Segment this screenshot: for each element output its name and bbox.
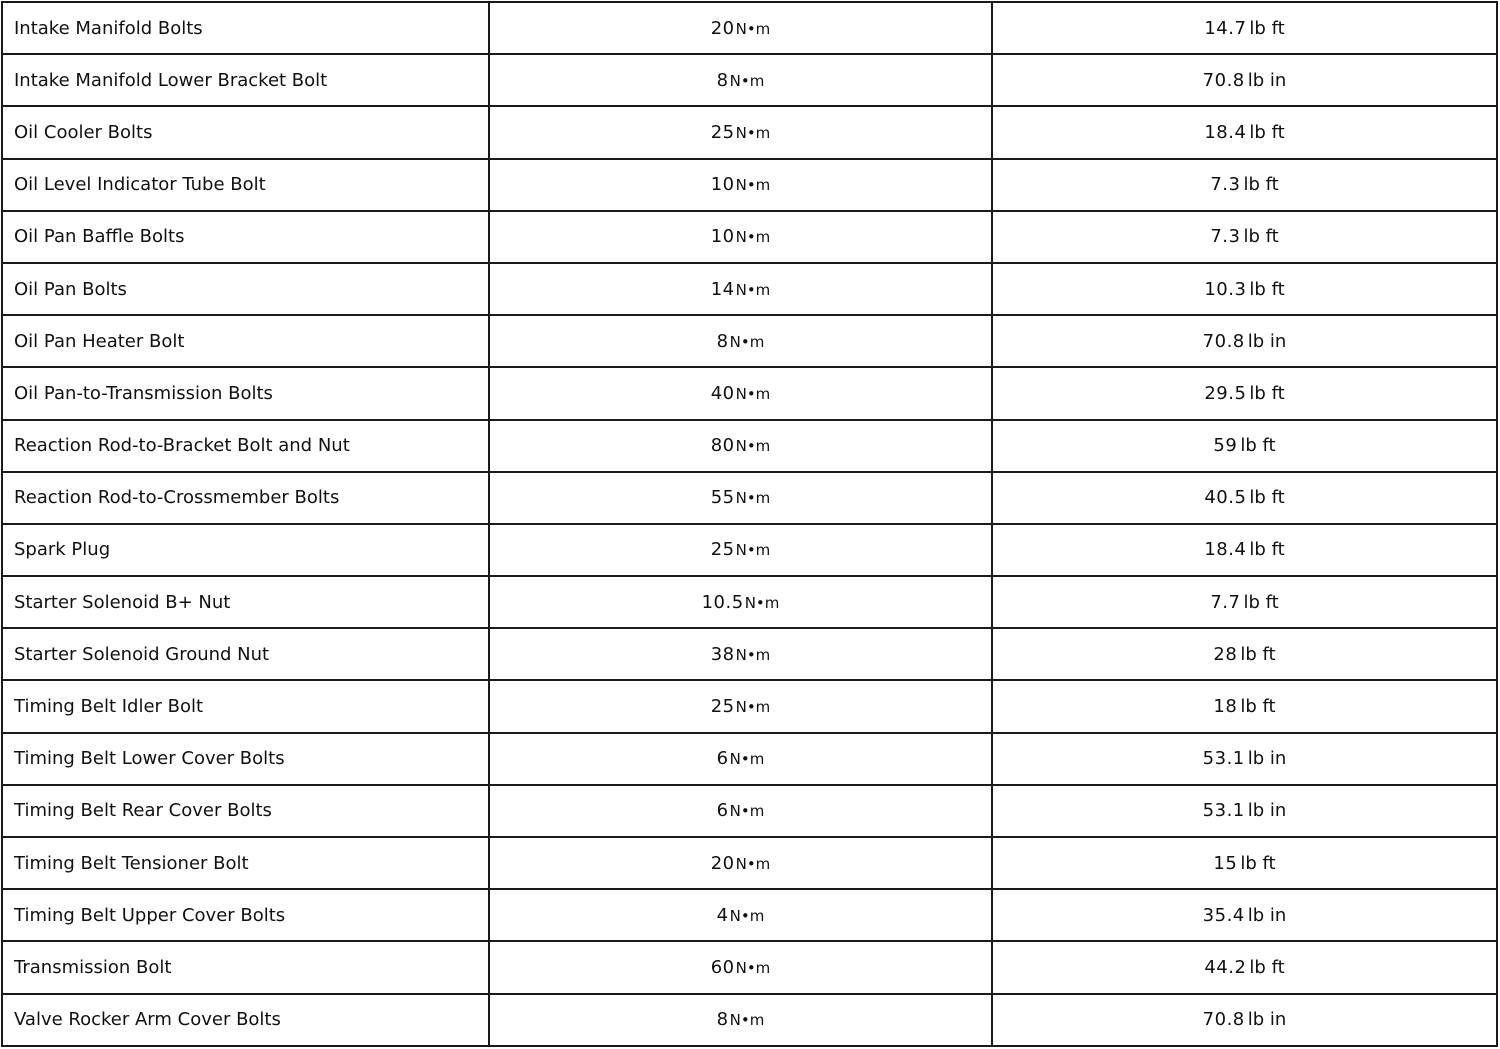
metric-torque-value: 60: [710, 956, 735, 978]
metric-torque-unit: N•m: [729, 332, 765, 351]
table-row: [2, 472, 1497, 524]
imperial-torque-unit: lb ft: [1243, 226, 1279, 248]
metric-torque-unit: N•m: [735, 19, 771, 38]
imperial-torque-cell: [992, 54, 1497, 106]
metric-torque-value: 80: [710, 435, 735, 457]
fastener-name-cell: Timing Belt Idler Bolt: [2, 680, 489, 732]
metric-torque-value: 20: [710, 852, 735, 874]
imperial-torque-value: 18.4: [1204, 121, 1247, 143]
imperial-torque-value: 7.7: [1210, 591, 1241, 613]
metric-torque-unit: N•m: [735, 437, 771, 456]
metric-torque-cell: [489, 2, 992, 54]
imperial-torque-cell: [992, 680, 1497, 732]
imperial-torque-unit: lb ft: [1249, 382, 1285, 404]
imperial-torque-value: 29.5: [1204, 382, 1247, 404]
imperial-torque-value: 44.2: [1204, 956, 1247, 978]
table-row: [2, 159, 1497, 211]
imperial-torque-value: 53.1: [1202, 748, 1245, 770]
imperial-torque-unit: lb ft: [1240, 852, 1276, 874]
imperial-torque-cell: [992, 159, 1497, 211]
imperial-torque-unit: lb ft: [1249, 278, 1285, 300]
imperial-torque-unit: lb in: [1247, 904, 1287, 926]
imperial-torque-unit: lb ft: [1243, 591, 1279, 613]
metric-torque-value: 25: [710, 539, 735, 561]
metric-torque-cell: [489, 524, 992, 576]
metric-torque-cell: [489, 941, 992, 993]
table-row: [2, 680, 1497, 732]
metric-torque-unit: N•m: [735, 228, 771, 247]
imperial-torque-value: 70.8: [1202, 330, 1245, 352]
fastener-name-cell: Oil Cooler Bolts: [2, 106, 489, 158]
metric-torque-unit: N•m: [735, 280, 771, 299]
fastener-name-cell: Transmission Bolt: [2, 941, 489, 993]
metric-torque-value: 8: [716, 1009, 729, 1031]
imperial-torque-value: 70.8: [1202, 1009, 1245, 1031]
imperial-torque-unit: lb in: [1247, 748, 1287, 770]
metric-torque-unit: N•m: [735, 176, 771, 195]
metric-torque-unit: N•m: [729, 802, 765, 821]
imperial-torque-value: 18: [1213, 696, 1238, 718]
metric-torque-value: 10: [710, 174, 735, 196]
metric-torque-cell: [489, 472, 992, 524]
metric-torque-cell: [489, 680, 992, 732]
table-row: [2, 628, 1497, 680]
fastener-name-cell: Valve Rocker Arm Cover Bolts: [2, 994, 489, 1046]
imperial-torque-value: 14.7: [1204, 17, 1247, 39]
metric-torque-value: 4: [716, 904, 729, 926]
metric-torque-cell: [489, 106, 992, 158]
imperial-torque-unit: lb in: [1247, 330, 1287, 352]
imperial-torque-cell: [992, 733, 1497, 785]
metric-torque-unit: N•m: [735, 541, 771, 560]
table-row: [2, 994, 1497, 1046]
imperial-torque-unit: lb ft: [1249, 17, 1285, 39]
metric-torque-unit: N•m: [744, 593, 780, 612]
table-row: [2, 837, 1497, 889]
metric-torque-cell: [489, 994, 992, 1046]
metric-torque-cell: [489, 889, 992, 941]
metric-torque-value: 8: [716, 69, 729, 91]
imperial-torque-cell: [992, 628, 1497, 680]
metric-torque-cell: [489, 211, 992, 263]
metric-torque-unit: N•m: [729, 1011, 765, 1030]
metric-torque-unit: N•m: [735, 958, 771, 977]
imperial-torque-cell: [992, 941, 1497, 993]
metric-torque-value: 10: [710, 226, 735, 248]
metric-torque-unit: N•m: [729, 71, 765, 90]
table-row: [2, 524, 1497, 576]
table-row: [2, 367, 1497, 419]
table-row: [2, 2, 1497, 54]
imperial-torque-value: 10.3: [1204, 278, 1247, 300]
fastener-name-cell: Timing Belt Upper Cover Bolts: [2, 889, 489, 941]
table-row: [2, 420, 1497, 472]
metric-torque-value: 10.5: [701, 591, 744, 613]
metric-torque-value: 25: [710, 696, 735, 718]
imperial-torque-unit: lb ft: [1240, 643, 1276, 665]
metric-torque-unit: N•m: [735, 698, 771, 717]
metric-torque-unit: N•m: [735, 645, 771, 664]
imperial-torque-value: 35.4: [1202, 904, 1245, 926]
imperial-torque-unit: lb ft: [1249, 539, 1285, 561]
table-row: [2, 315, 1497, 367]
imperial-torque-value: 7.3: [1210, 226, 1241, 248]
imperial-torque-unit: lb in: [1247, 800, 1287, 822]
fastener-name-cell: Spark Plug: [2, 524, 489, 576]
imperial-torque-cell: [992, 420, 1497, 472]
imperial-torque-value: 15: [1213, 852, 1238, 874]
fastener-name-cell: Intake Manifold Lower Bracket Bolt: [2, 54, 489, 106]
fastener-name-cell: Starter Solenoid B+ Nut: [2, 576, 489, 628]
imperial-torque-cell: [992, 106, 1497, 158]
table-row: [2, 889, 1497, 941]
table-row: [2, 785, 1497, 837]
metric-torque-value: 25: [710, 121, 735, 143]
table-row: [2, 106, 1497, 158]
metric-torque-unit: N•m: [735, 489, 771, 508]
table-row: [2, 941, 1497, 993]
torque-spec-table-body: [2, 2, 1497, 1046]
table-row: [2, 211, 1497, 263]
imperial-torque-cell: [992, 315, 1497, 367]
fastener-name-cell: Oil Pan Bolts: [2, 263, 489, 315]
metric-torque-unit: N•m: [735, 854, 771, 873]
imperial-torque-unit: lb ft: [1243, 174, 1279, 196]
imperial-torque-cell: [992, 837, 1497, 889]
imperial-torque-unit: lb ft: [1240, 696, 1276, 718]
metric-torque-unit: N•m: [729, 750, 765, 769]
fastener-name-cell: Intake Manifold Bolts: [2, 2, 489, 54]
imperial-torque-value: 53.1: [1202, 800, 1245, 822]
metric-torque-cell: [489, 315, 992, 367]
table-row: [2, 576, 1497, 628]
metric-torque-cell: [489, 420, 992, 472]
imperial-torque-cell: [992, 889, 1497, 941]
metric-torque-cell: [489, 837, 992, 889]
metric-torque-value: 6: [716, 800, 729, 822]
imperial-torque-value: 59: [1213, 435, 1238, 457]
imperial-torque-unit: lb in: [1247, 1009, 1287, 1031]
imperial-torque-value: 40.5: [1204, 487, 1247, 509]
imperial-torque-unit: lb ft: [1240, 435, 1276, 457]
metric-torque-value: 40: [710, 382, 735, 404]
fastener-name-cell: Timing Belt Tensioner Bolt: [2, 837, 489, 889]
table-row: [2, 54, 1497, 106]
imperial-torque-value: 7.3: [1210, 174, 1241, 196]
imperial-torque-cell: [992, 994, 1497, 1046]
metric-torque-value: 8: [716, 330, 729, 352]
metric-torque-unit: N•m: [729, 906, 765, 925]
metric-torque-value: 6: [716, 748, 729, 770]
fastener-name-cell: Reaction Rod-to-Crossmember Bolts: [2, 472, 489, 524]
imperial-torque-cell: [992, 367, 1497, 419]
metric-torque-cell: [489, 576, 992, 628]
imperial-torque-unit: lb ft: [1249, 487, 1285, 509]
metric-torque-value: 14: [710, 278, 735, 300]
imperial-torque-cell: [992, 576, 1497, 628]
fastener-name-cell: Oil Pan Baffle Bolts: [2, 211, 489, 263]
imperial-torque-cell: [992, 211, 1497, 263]
imperial-torque-cell: [992, 472, 1497, 524]
metric-torque-cell: [489, 367, 992, 419]
fastener-name-cell: Reaction Rod-to-Bracket Bolt and Nut: [2, 420, 489, 472]
table-row: [2, 733, 1497, 785]
fastener-name-cell: Timing Belt Lower Cover Bolts: [2, 733, 489, 785]
metric-torque-cell: [489, 733, 992, 785]
fastener-name-cell: Oil Pan Heater Bolt: [2, 315, 489, 367]
metric-torque-cell: [489, 785, 992, 837]
metric-torque-value: 55: [710, 487, 735, 509]
metric-torque-value: 20: [710, 17, 735, 39]
imperial-torque-value: 18.4: [1204, 539, 1247, 561]
torque-spec-table: [1, 1, 1498, 1047]
imperial-torque-unit: lb in: [1247, 69, 1287, 91]
fastener-name-cell: Oil Pan-to-Transmission Bolts: [2, 367, 489, 419]
imperial-torque-value: 28: [1213, 643, 1238, 665]
imperial-torque-unit: lb ft: [1249, 956, 1285, 978]
imperial-torque-cell: [992, 524, 1497, 576]
metric-torque-unit: N•m: [735, 123, 771, 142]
imperial-torque-cell: [992, 785, 1497, 837]
metric-torque-cell: [489, 54, 992, 106]
table-row: [2, 263, 1497, 315]
metric-torque-cell: [489, 263, 992, 315]
metric-torque-cell: [489, 628, 992, 680]
fastener-name-cell: Starter Solenoid Ground Nut: [2, 628, 489, 680]
fastener-name-cell: Timing Belt Rear Cover Bolts: [2, 785, 489, 837]
fastener-name-cell: Oil Level Indicator Tube Bolt: [2, 159, 489, 211]
metric-torque-unit: N•m: [735, 384, 771, 403]
metric-torque-cell: [489, 159, 992, 211]
metric-torque-value: 38: [710, 643, 735, 665]
imperial-torque-cell: [992, 263, 1497, 315]
imperial-torque-unit: lb ft: [1249, 121, 1285, 143]
imperial-torque-cell: [992, 2, 1497, 54]
imperial-torque-value: 70.8: [1202, 69, 1245, 91]
